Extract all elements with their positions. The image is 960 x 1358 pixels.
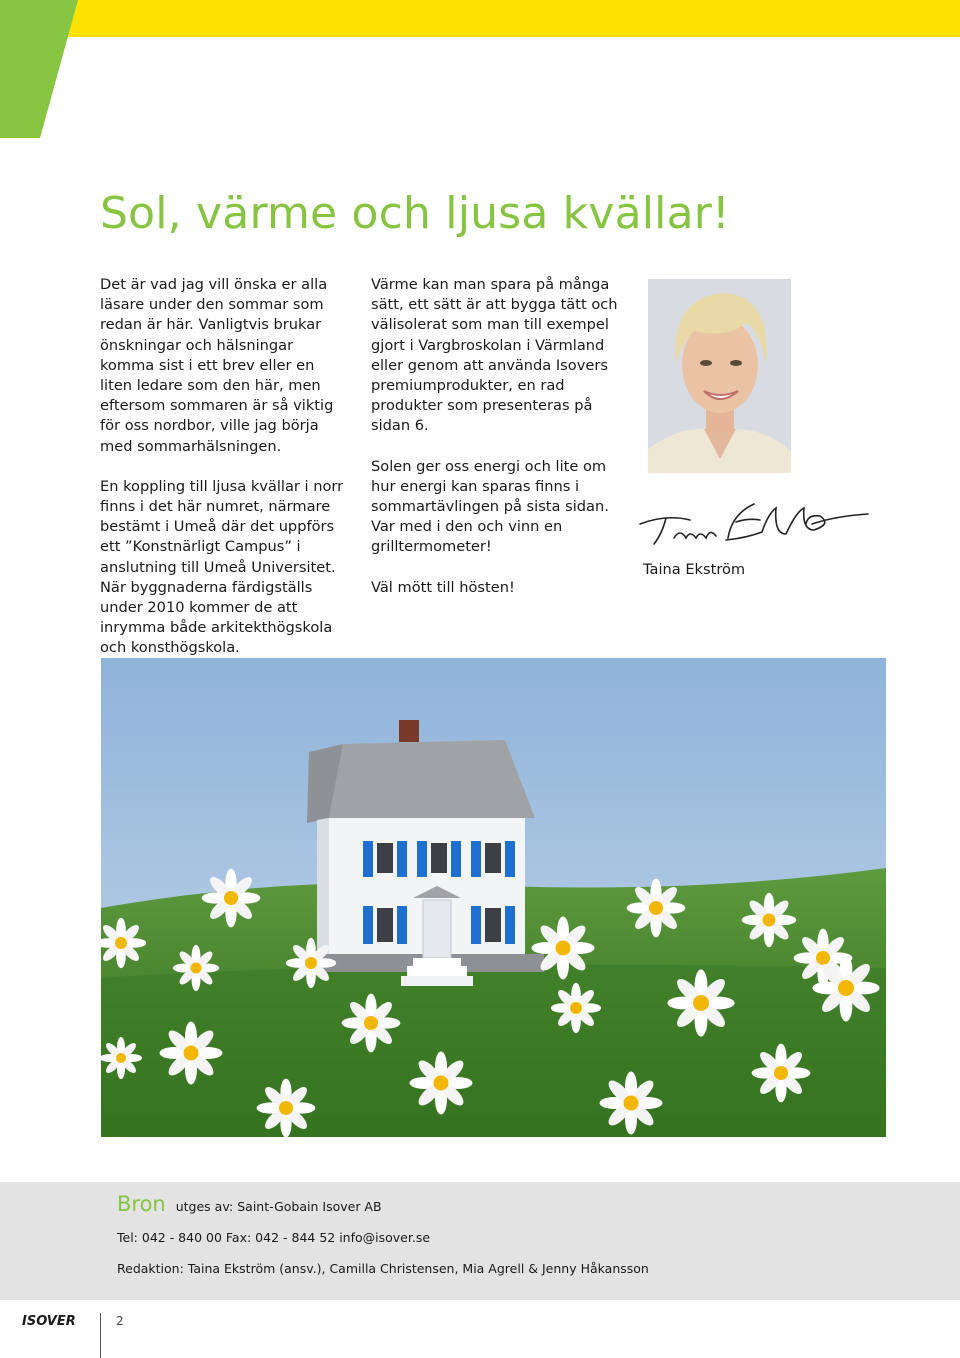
svg-text:ISOVER: ISOVER — [22, 1314, 76, 1328]
handwritten-signature — [636, 494, 872, 552]
article-column-2 — [371, 275, 621, 618]
footer-divider — [100, 1313, 101, 1358]
green-corner-tab — [0, 0, 80, 138]
paragraph: En koppling till ljusa kvällar i norr finns i det här numret, närmare bestämt i Umeå där det uppförs ett ”Konstnärligt Campus” i anslutning till Umeå Universitet. När byggnaderna färdigställs under 2010 kommer de att inrymma både arkitekthögskola och konsthögskola. — [100, 477, 344, 657]
paragraph: Väl mött till hösten! — [371, 578, 515, 596]
editorial-team: Redaktion: Taina Ekström (ansv.), Camilla Christensen, Mia Agrell & Jenny Håkansson — [117, 1261, 649, 1276]
colophon-title-line — [117, 1192, 382, 1216]
signature-name: Taina Ekström — [643, 561, 746, 578]
contact-info: Tel: 042 - 840 00 Fax: 042 - 844 52 info@isover.se — [117, 1230, 431, 1245]
publisher-line: utges av: Saint-Gobain Isover AB — [175, 1199, 382, 1214]
page-number: 2 — [116, 1314, 124, 1328]
portrait-photo — [648, 279, 791, 473]
model-house-in-grass-photo — [101, 658, 886, 1137]
page-title: Sol, värme och ljusa kvällar! — [100, 188, 730, 239]
publication-name: Bron — [117, 1192, 166, 1216]
isover-logo — [22, 1312, 84, 1328]
article-column-1 — [100, 275, 350, 679]
top-yellow-bar — [0, 0, 960, 37]
paragraph: Värme kan man spara på många sätt, ett sätt är att bygga tätt och välisolerat som man till exempel gjort i Vargbroskolan i Värmland eller genom att använda Isovers premiumprodukter, en rad produkter som presenteras på sidan 6. — [371, 276, 618, 435]
paragraph: Det är vad jag vill önska er alla läsare under den sommar som redan är här. Vanligtvis brukar önskningar och hälsningar komma sist i ett brev eller en liten ledare som den här, men eftersom sommaren är så viktig för oss nordbor, ville jag börja med sommarhälsningen. — [100, 276, 334, 455]
paragraph: Solen ger oss energi och lite om hur energi kan sparas finns i sommartävlingen på sista sidan. Var med i den och vinn en grilltermometer! — [371, 457, 609, 556]
